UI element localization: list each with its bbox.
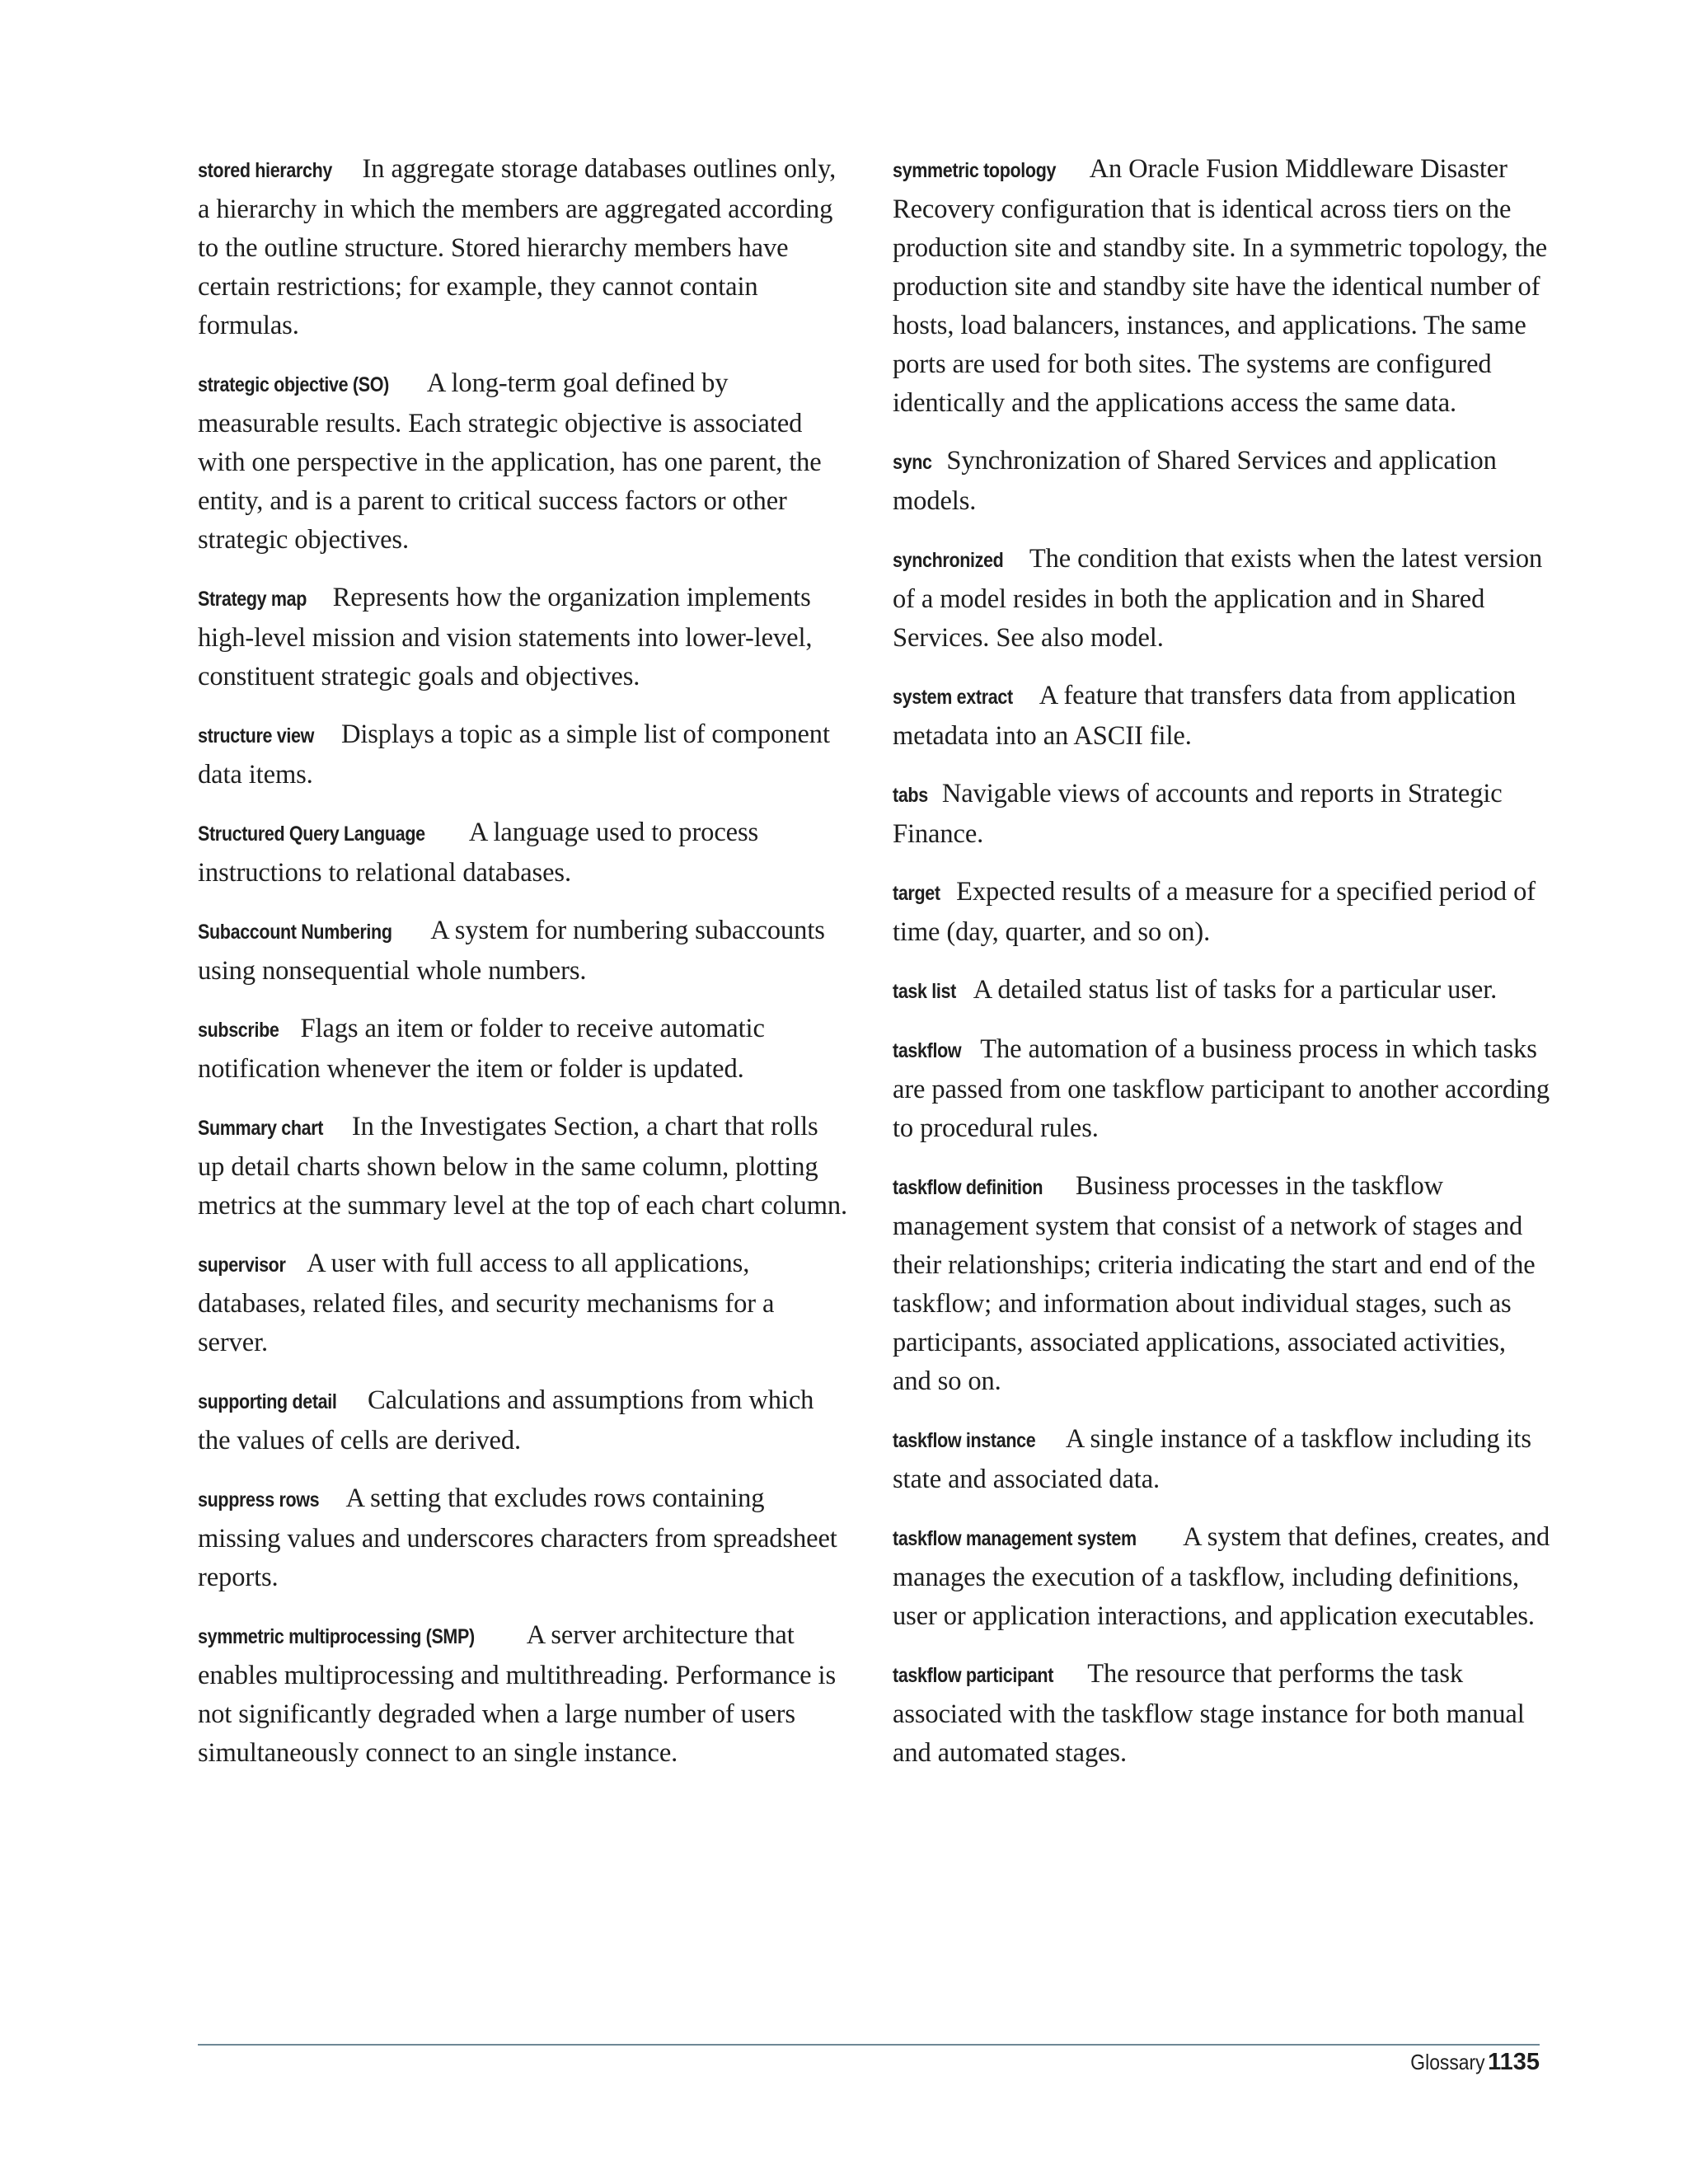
glossary-entry [893,971,1550,1011]
glossary-definition: The automation of a business process in which tasks are passed from one taskflow participant to another according to procedural rules. [893,1034,1550,1143]
glossary-definition: An Oracle Fusion Middleware Disaster Recovery configuration that is identical across tiers on the production site and standby site. In a symmetric topology, the production site and standby site have the identical number of hosts, load balancers, instances, and applications. The same ports are used for both sites. The systems are configured identically and the applications access the same data. [893,154,1548,418]
glossary-definition: Business processes in the taskflow management system that consist of a network of stages and their relationships; criteria indicating the start and end of the taskflow; and information about individual stages, such as participants, associated applications, associated activities, and so on. [893,1171,1536,1396]
page-footer [1400,2049,1540,2076]
glossary-entry [893,677,1550,756]
glossary-term: tabs [893,784,928,807]
glossary-term: taskflow definition [893,1176,1043,1199]
glossary-entry [198,1010,849,1089]
glossary-term: synchronized [893,549,1004,572]
glossary-entry [198,1108,849,1226]
glossary-definition: A detailed status list of tasks for a particular user. [973,975,1498,1005]
glossary-term: structure view [198,724,314,748]
glossary-entry [198,1616,849,1773]
glossary-entry [893,1518,1550,1636]
glossary-entry [198,715,849,794]
page-number: 1135 [1488,2049,1540,2075]
glossary-definition: The condition that exists when the latest version of a model resides in both the application and in Shared Services. See also model. [893,544,1543,653]
glossary-entry [893,540,1550,658]
glossary-definition: Flags an item or folder to receive automatic notification whenever the item or folder is updated. [198,1014,765,1084]
glossary-entry [198,813,849,893]
glossary-definition: A single instance of a taskflow including its state and associated data. [893,1424,1531,1494]
glossary-term: Structured Query Language [198,823,425,846]
glossary-entry [893,442,1550,521]
glossary-definition: A user with full access to all applications, databases, related files, and security mechanisms for a server. [198,1249,775,1357]
glossary-definition: In aggregate storage databases outlines only, a hierarchy in which the members are aggregated according to the outline structure. Stored hierarchy members have certain restrictions; for example, they cannot contain formulas. [198,154,837,340]
glossary-definition: A system that defines, creates, and manages the execution of a taskflow, including definitions, user or application interactions, and application executables. [893,1522,1550,1631]
glossary-term: task list [893,980,956,1003]
glossary-term: Summary chart [198,1117,324,1140]
glossary-term: system extract [893,686,1013,709]
glossary-entry [198,1381,849,1460]
glossary-entry [893,1655,1550,1773]
glossary-term: Strategy map [198,588,307,611]
glossary-definition: Expected results of a measure for a specified period of time (day, quarter, and so on). [893,877,1536,947]
glossary-entry [893,1030,1550,1148]
footer-section-label: Glossary [1409,2050,1485,2074]
glossary-definition: A system for numbering subaccounts using nonsequential whole numbers. [198,916,825,986]
glossary-definition: Calculations and assumptions from which the values of cells are derived. [198,1385,814,1455]
glossary-entry [198,1479,849,1597]
glossary-definition: A long-term goal defined by measurable results. Each strategic objective is associated with one perspective in the application, has one parent, the entity, and is a parent to critical success factors or other strategic objectives. [198,368,822,555]
glossary-definition: Navigable views of accounts and reports in Strategic Finance. [893,779,1503,849]
glossary-entry [198,150,849,345]
glossary-column-left [198,150,849,1792]
glossary-term: taskflow management system [893,1527,1137,1550]
glossary-term: supporting detail [198,1390,337,1413]
glossary-term: taskflow participant [893,1664,1054,1687]
glossary-entry [893,1167,1550,1401]
glossary-definition: A server architecture that enables multiprocessing and multithreading. Performance is not significantly degraded when a large number of users simultaneously connect to an single instance. [198,1620,836,1768]
glossary-term: subscribe [198,1019,279,1042]
glossary-entry [893,775,1550,854]
glossary-term: symmetric multiprocessing (SMP) [198,1625,475,1648]
glossary-definition: Synchronization of Shared Services and application models. [893,446,1497,516]
glossary-definition: A language used to process instructions to relational databases. [198,818,759,888]
glossary-term: Subaccount Numbering [198,921,392,944]
glossary-term: taskflow [893,1039,962,1062]
glossary-entry [198,579,849,696]
glossary-term: target [893,882,940,905]
glossary-term: symmetric topology [893,159,1057,182]
glossary-entry [893,873,1550,952]
glossary-definition: Represents how the organization implements high-level mission and vision statements into lower-level, constituent strategic goals and objectives. [198,583,813,691]
glossary-column-right [893,150,1550,1792]
glossary-definition: A feature that transfers data from application metadata into an ASCII file. [893,681,1517,751]
glossary-definition: The resource that performs the task associated with the taskflow stage instance for both manual and automated stages. [893,1659,1525,1768]
glossary-entry [893,1420,1550,1499]
glossary-term: strategic objective (SO) [198,373,389,396]
glossary-definition: Displays a topic as a simple list of component data items. [198,719,830,790]
glossary-term: supervisor [198,1254,286,1277]
glossary-definition: A setting that excludes rows containing missing values and underscores characters from spreadsheet reports. [198,1483,837,1592]
glossary-entry [198,1244,849,1362]
glossary-term: stored hierarchy [198,159,332,182]
glossary-term: suppress rows [198,1488,320,1511]
glossary-entry [198,364,849,560]
footer-divider [198,2044,1540,2046]
glossary-term: sync [893,451,932,474]
glossary-definition: In the Investigates Section, a chart that rolls up detail charts shown below in the same column, plotting metrics at the summary level at the top of each chart column. [198,1112,848,1221]
glossary-entry [198,912,849,991]
glossary-term: taskflow instance [893,1429,1036,1452]
glossary-entry [893,150,1550,423]
